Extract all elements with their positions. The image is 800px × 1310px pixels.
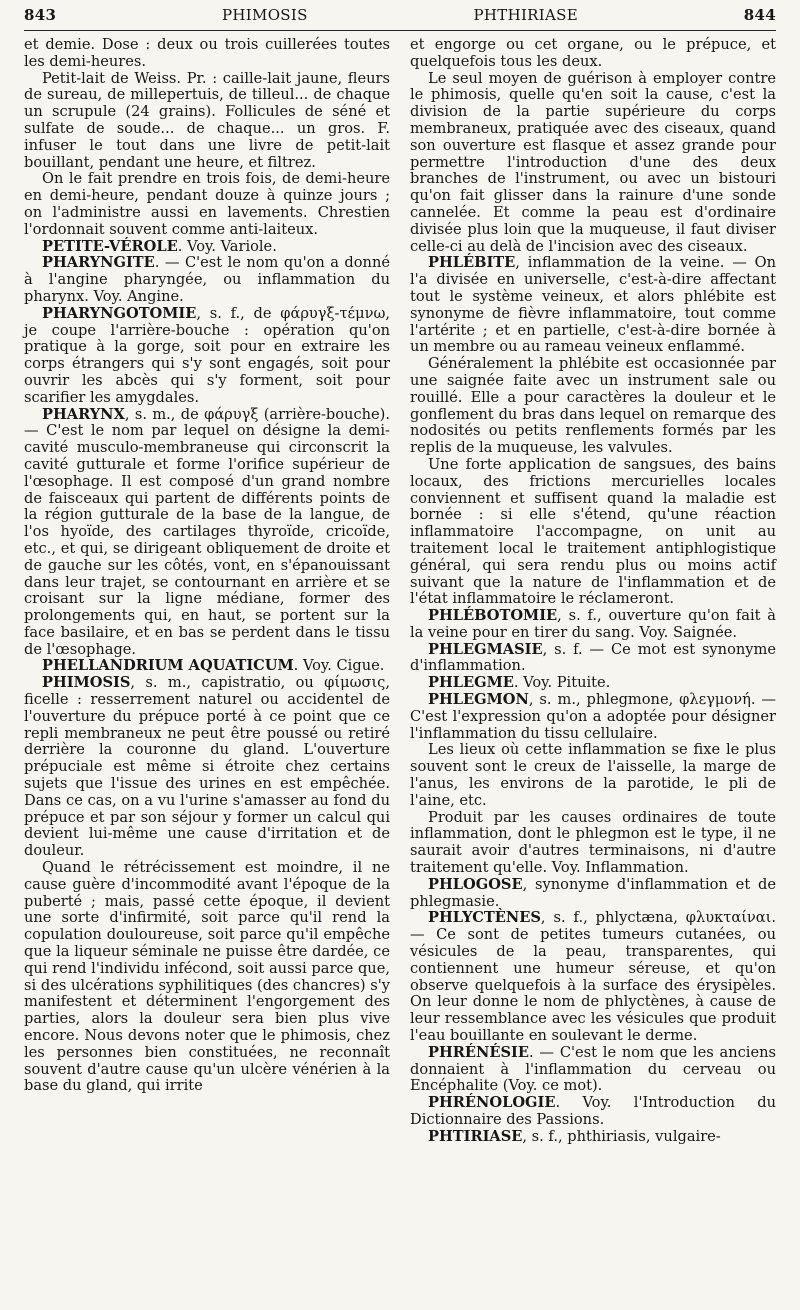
paragraph-continuation: et demie. Dose : deux ou trois cuillerées toutes les demi-heures. [24,36,390,70]
entry-phlebite: PHLÉBITE, inflammation de la veine. — On l'a divisée en universelle, c'est-à-dire affectant tout le système veineux, et alors phlébite est synonyme de fièvre inflammatoire, tout comme l'artérite ; et en partielle, c'est-à-dire bornée à un membre ou au rameau veineux enflammé. [410,254,776,356]
right-column [410,37,776,1146]
entry-petite-verole: PETITE-VÉROLE. Voy. Variole. [42,237,277,255]
left-column [24,37,390,1146]
right-running-title: PHTHIRIASE [473,6,578,24]
entry-phrenologie: PHRÉNOLOGIE. Voy. l'Introduction du Dictionnaire des Passions. [410,1094,776,1128]
entry-pharynx: PHARYNX, s. m., de φάρυγξ (arrière-bouche). — C'est le nom par lequel on désigne la demi-cavité musculo-membraneuse qui circonscrit la cavité gutturale et forme l'orifice supérieur de l'œsophage. Il est composé d'un grand nombre de faisceaux qui partent de différents points de la région gutturale de la base de la langue, de l'os hyoïde, des cartilages thyroïde, cricoïde, etc., et qui, se dirigeant obliquement de droite et de gauche sur les côtés, vont, en s'épanouissant dans leur trajet, se contournant en arrière et se croisant sur la ligne médiane, former des prolongements qui, en haut, se portent sur la face basilaire, et en bas se perdent dans le tissu de l'œsophage. [24,405,390,658]
paragraph-phlegmon-causes: Produit par les causes ordinaires de toute inflammation, dont le phlegmon est le type, il ne saurait avoir d'autres terminaisons, ni d'autre traitement qu'elle. Voy. Inflammation. [410,808,776,877]
paragraph-administration: On le fait prendre en trois fois, de demi-heure en demi-heure, pendant douze à quinze jours ; on l'administre aussi en lavements. Chrestien l'ordonnait souvent comme anti-laiteux. [24,170,390,238]
header-rule [24,30,776,31]
entry-pharyngite: PHARYNGITE. — C'est le nom qu'on a donné à l'angine pharyngée, ou inflammation du pharynx. Voy. Angine. [24,254,390,305]
entry-phrenesie: PHRÉNÉSIE. — C'est le nom que les anciens donnaient à l'inflammation du cerveau ou Encéphalite (Voy. ce mot). [410,1043,776,1095]
recipe-petit-lait-de-weiss: Petit-lait de Weiss. Pr. : caille-lait jaune, fleurs de sureau, de millepertuis, de tilleul... de chaque un scrupule (24 grains). Follicules de séné et sulfate de soude... de chaque... un gros. F. infuser le tout dans une livre de petit-lait bouillant, pendant une heure, et filtrez. [24,69,390,171]
entry-phimosis: PHIMOSIS, s. m., capistratio, ou φίμωσις, ficelle : resserrement naturel ou accidentel de l'ouverture du prépuce porté à ce point que ce repli membraneux ne peut être poussé ou retiré derrière la couronne du gland. L'ouverture prépuciale est même si étroite chez certains sujets que l'issue des urines en est empêchée. Dans ce cas, on a vu l'urine s'amasser au fond du prépuce et par son séjour y former un calcul qui devient lui-même une cause d'irritation et de douleur. [24,674,390,860]
paragraph-phlebite-traitement: Une forte application de sangsues, des bains locaux, des frictions mercurielles locales conviennent et suffisent quand la maladie est bornée : si elle s'étend, qu'une réaction inflammatoire l'accompagne, on unit au traitement local le traitement antiphlogistique général, qui sera rendu plus ou moins actif suivant que la nature de l'inflammation et de l'état inflammatoire le réclameront. [410,455,776,608]
paragraph-continuation: et engorge ou cet organe, ou le prépuce, et quelquefois tous les deux. [410,36,776,70]
entry-phlegme: PHLEGME. Voy. Pituite. [428,674,611,692]
entry-phlogose: PHLOGOSE, synonyme d'inflammation et de phlegmasie. [410,875,776,910]
entry-phlegmasie: PHLEGMASIE, s. f. — Ce mot est synonyme d'inflammation. [410,640,776,675]
paragraph-phimosis-guerison: Le seul moyen de guérison à employer contre le phimosis, quelle qu'en soit la cause, c'est la division de la partie supérieure du corps membraneux, pratiquée avec des ciseaux, quand son ouverture est flasque et assez grande pour permettre l'introduction d'une des deux branches de l'instrument, ou avec un bistouri qu'on fait glisser dans la rainure d'une sonde cannelée. Et comme la peau est d'ordinaire divisée plus loin que la muqueuse, il faut diviser celle-ci au delà de l'incision avec des ciseaux. [410,69,776,255]
running-header [24,6,776,28]
paragraph-phlebite-cause: Généralement la phlébite est occasionnée par une saignée faite avec un instrument sale ou rouillé. Elle a pour caractères la douleur et le gonflement du bras dans lequel on remarque des nodosités ou petits renflements formés par les replis de la muqueuse, les valvules. [410,355,776,457]
left-running-title: PHIMOSIS [222,6,308,24]
left-page-number: 843 [24,6,57,24]
entry-phlegmon: PHLEGMON, s. m., phlegmone, φλεγμονή. — C'est l'expression qu'on a adoptée pour désigner l'inflammation du tissu cellulaire. [410,691,776,742]
entry-phlebotomie: PHLÉBOTOMIE, s. f., ouverture qu'on fait à la veine pour en tirer du sang. Voy. Saignée. [410,607,776,641]
paragraph-phlegmon-lieux: Les lieux où cette inflammation se fixe le plus souvent sont le creux de l'aisselle, la marge de l'anus, les environs de la parotide, le pli de l'aine, etc. [410,741,776,809]
right-page-number: 844 [743,6,776,24]
entry-phellandrium: PHELLANDRIUM AQUATICUM. Voy. Cigue. [42,657,385,675]
two-column-body [24,37,776,1146]
entry-phlyctenes: PHLYCTÈNES, s. f., phlyctæna, φλυκταίναι. — Ce sont de petites tumeurs cutanées, ou vésicules de la peau, transparentes, qui contiennent une humeur séreuse, et qu'on observe quelquefois à la surface des érysipèles. On leur donne le nom de phlyctènes, à cause de leur ressemblance avec les vésicules que produit l'eau bouillante en soulevant le derme. [410,909,776,1045]
paragraph-phimosis-retrecissement: Quand le rétrécissement est moindre, il ne cause guère d'incommodité avant l'époque de la puberté ; mais, passé cette époque, il devient une sorte d'infirmité, soit parce qu'il rend la copulation douloureuse, soit parce qu'il empêche que la liqueur séminale ne puisse être dardée, ce qui rend l'individu infécond, soit aussi parce que, si des ulcérations syphilitiques (des chancres) s'y manifestent et déterminent l'engorgement des parties, alors la douleur sera bien plus vive encore. Nous devons noter que le phimosis, chez les personnes bien constituées, ne reconnaît souvent d'autre cause qu'un ulcère vénérien à la base du gland, qui irrite [24,859,390,1095]
entry-pharyngotomie: PHARYNGOTOMIE, s. f., de φάρυγξ-τέμνω, je coupe l'arrière-bouche : opération qu'on pratique à la gorge, soit pour en extraire les corps étrangers qui s'y sont engagés, soit pour ouvrir les abcès qui s'y forment, soit pour scarifier les amygdales. [24,304,390,406]
entry-phtiriase: PHTIRIASE, s. f., phthiriasis, vulgaire- [428,1127,721,1145]
